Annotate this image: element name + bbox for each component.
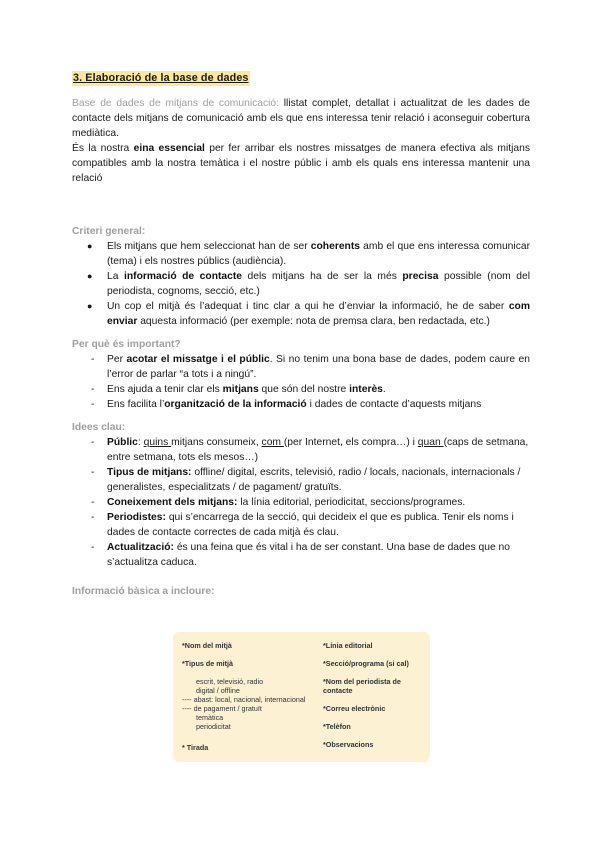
tipus-sub-item: escrit, televisió, radio (196, 677, 264, 686)
list-item: - Per acotar el missatge i el públic. Si no tenim una bona base de dades, podem caure en l’error de parlar “a tots i a ningú”. (72, 352, 530, 382)
info-box-left-column (182, 641, 318, 752)
list-item: - Actualització: és una feina que és vital i ha de ser constant. Una base de dades que no s’actualitza caduca. (72, 540, 530, 570)
field-periodista: *Nom del periodista de contacte (323, 677, 401, 695)
list-item: - Tipus de mitjans: offline/ digital, escrits, televisió, radio / locals, nacionals, internacionals / generalistes, especialitzats / de pagament/ gratuïts. (72, 465, 530, 495)
info-box-right-column (323, 641, 427, 749)
info-basica-box (173, 632, 430, 762)
tipus-sub-item: digital / offline (196, 686, 240, 695)
essential-bold: eina essencial (133, 143, 205, 154)
tipus-sub-item: temàtica (196, 713, 224, 722)
essential-text-a: És la nostra (72, 143, 134, 154)
criteri-list (72, 239, 530, 329)
field-nom-mitja: *Nom del mitjà (182, 641, 232, 650)
list-item: ● La informació de contacte dels mitjans ha de ser la més precisa possible (nom del periodista, cognoms, secció, etc.) (72, 269, 530, 299)
tipus-sub-item: periodicitat (196, 722, 231, 731)
document-body (72, 71, 530, 599)
important-heading: Per què és important? (72, 339, 181, 350)
list-item: - Ens facilita l’organització de la informació i dades de contacte d’aquests mitjans (72, 397, 530, 412)
field-tipus-mitja: *Tipus de mitjà (182, 659, 233, 668)
list-item: ● Els mitjans que hem seleccionat han de ser coherents amb el que ens interessa comunicar (tema) i els nostres públics (audiència). (72, 239, 530, 269)
tipus-sub-item: ---- de pagament / gratuït (182, 704, 262, 713)
criteri-heading: Criteri general: (72, 226, 146, 237)
field-observacions: *Observacions (323, 740, 374, 749)
essential-paragraph (72, 141, 530, 186)
idees-heading: Idees clau: (72, 422, 126, 433)
list-item: - Ens ajuda a tenir clar els mitjans que són del nostre interès. (72, 382, 530, 397)
definition-label: Base de dades de mitjans de comunicació: (72, 98, 280, 109)
list-item: - Públic: quins mitjans consumeix, com (per Internet, els compra…) i quan (caps de setmana, entre setmana, tots els mesos…) (72, 435, 530, 465)
list-item: - Coneixement dels mitjans: la línia editorial, periodicitat, seccions/programes. (72, 495, 530, 510)
idees-list (72, 435, 530, 570)
tipus-sub-item: ---- abast: local, nacional, internacional (182, 695, 306, 704)
info-basica-heading: Informació bàsica a incloure: (72, 586, 215, 597)
field-seccio: *Secció/programa (si cal) (323, 659, 409, 668)
essential-text-b: per fer arribar els nostres missatges de manera efectiva als mitjans compatibles amb la nostra temàtica i el nostre públic i amb els quals ens interessa mantenir una relació (72, 143, 530, 184)
section-title: 3. Elaboració de la base de dades (73, 72, 249, 84)
list-item: ● Un cop el mitjà és l’adequat i tinc clar a qui he d’enviar la informació, he de saber com enviar aquesta informació (per exemple: nota de premsa clara, ben redactada, etc.) (72, 299, 530, 329)
definition-paragraph (72, 96, 530, 141)
field-correu: *Correu electrònic (323, 704, 386, 713)
list-item: - Periodistes: qui s’encarrega de la secció, qui decideix el que es publica. Tenir els noms i dades de contacte correctes de cada mitjà és clau. (72, 510, 530, 540)
definition-text: llistat complet, detallat i actualitzat de les dades de contacte dels mitjans de comunicació amb els que ens interessa tenir relació i aconseguir cobertura mediàtica. (72, 98, 530, 139)
field-linia-editorial: *Línia editorial (323, 641, 373, 650)
important-list (72, 352, 530, 412)
field-telefon: *Telèfon (323, 722, 351, 731)
field-tirada: * Tirada (182, 743, 209, 752)
